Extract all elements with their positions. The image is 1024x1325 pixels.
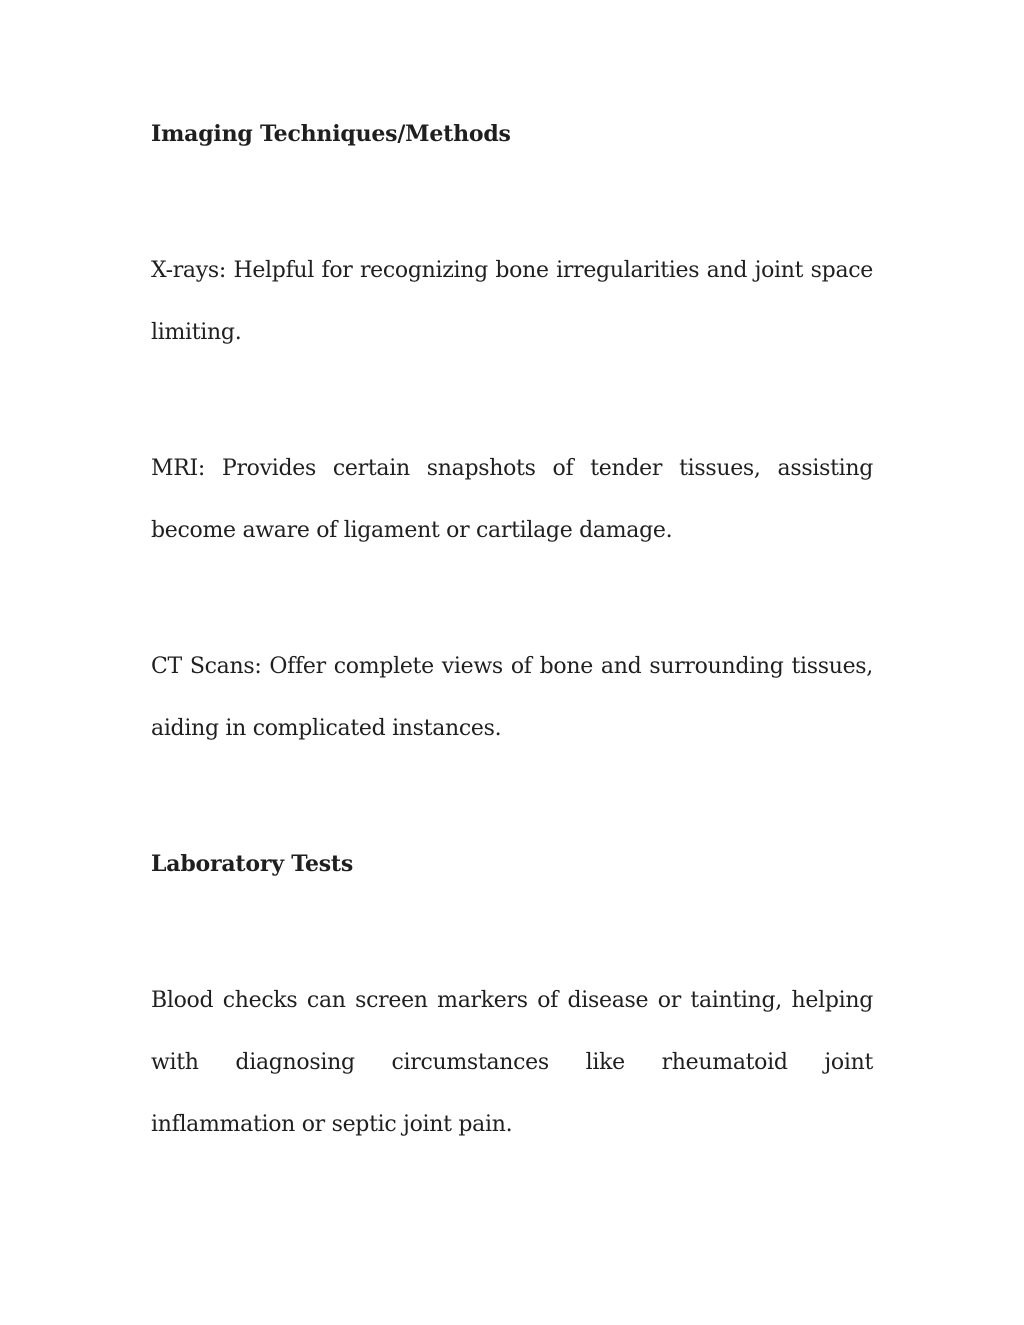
section-heading-laboratory: Laboratory Tests <box>151 851 354 877</box>
paragraph-mri: MRI: Provides certain snapshots of tender tissues, assisting become aware of ligament or cartilage damage. <box>151 456 873 543</box>
paragraph-blood-checks: Blood checks can screen markers of disease or tainting, helping with diagnosing circumstances like rheumatoid joint inflammation or septic joint pain. <box>151 988 873 1137</box>
paragraph-xrays: X-rays: Helpful for recognizing bone irregularities and joint space limiting. <box>151 258 873 345</box>
paragraph-ct-scans: CT Scans: Offer complete views of bone and surrounding tissues, aiding in complicated instances. <box>151 654 873 741</box>
section-heading-imaging: Imaging Techniques/Methods <box>151 121 511 147</box>
